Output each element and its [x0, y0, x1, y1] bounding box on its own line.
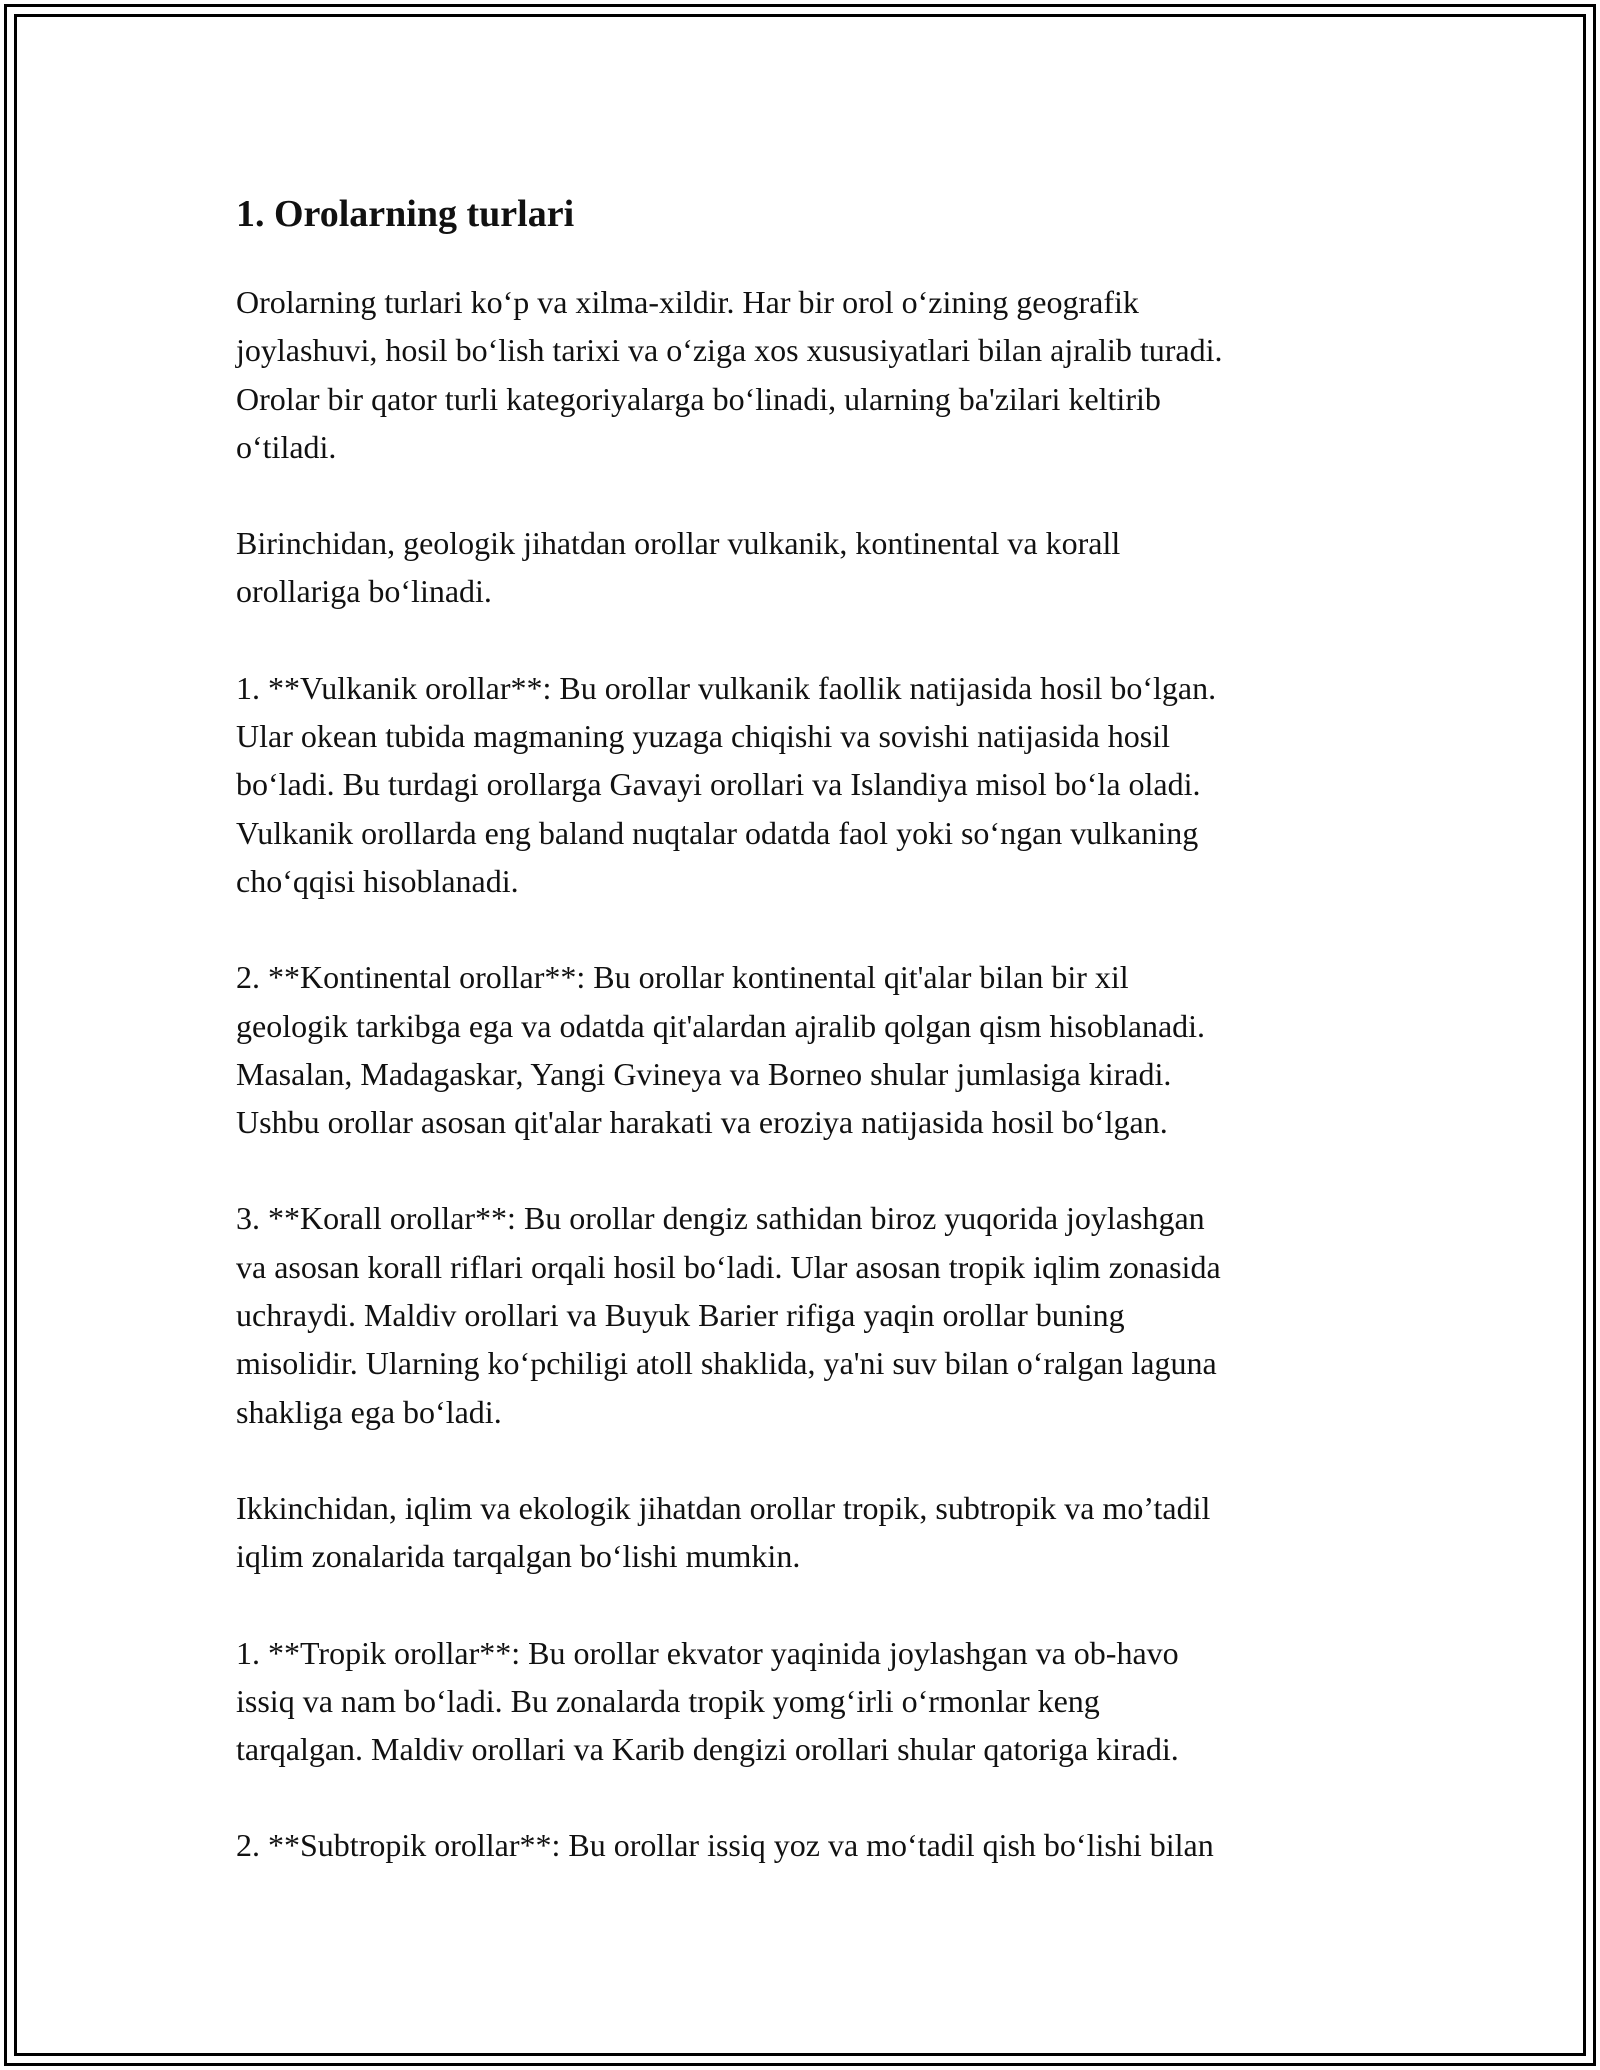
text-line: Vulkanik orollarda eng baland nuqtalar odatda faol yoki so‘ngan vulkaning [236, 814, 1199, 851]
paragraph-coral [236, 1194, 1376, 1435]
text-line: 2. **Kontinental orollar**: Bu orollar kontinental qit'alar bilan bir xil [236, 959, 1129, 996]
paragraph-tropical [236, 1629, 1376, 1774]
text-line: cho‘qqisi hisoblanadi. [236, 862, 519, 899]
text-line: Orolar bir qator turli kategoriyalarga bo‘linadi, ularning ba'zilari keltirib [236, 380, 1161, 417]
text-line: Birinchidan, geologik jihatdan orollar vulkanik, kontinental va korall [236, 525, 1121, 562]
text-line: joylashuvi, hosil bo‘lish tarixi va o‘ziga xos xususiyatlari bilan ajralib turadi. [236, 332, 1223, 369]
text-line: va asosan korall riflari orqali hosil bo‘ladi. Ular asosan tropik iqlim zonasida [236, 1248, 1221, 1285]
text-line: 3. **Korall orollar**: Bu orollar dengiz sathidan biroz yuqorida joylashgan [236, 1200, 1205, 1237]
text-line: shakliga ega bo‘ladi. [236, 1393, 502, 1430]
text-line: issiq va nam bo‘ladi. Bu zonalarda tropik yomg‘irli o‘rmonlar keng [236, 1682, 1100, 1719]
text-line: Masalan, Madagaskar, Yangi Gvineya va Borneo shular jumlasiga kiradi. [236, 1055, 1172, 1092]
paragraph-intro [236, 278, 1376, 471]
text-line: iqlim zonalarida tarqalgan bo‘lishi mumkin. [236, 1538, 801, 1575]
text-line: orollariga bo‘linadi. [236, 573, 492, 610]
paragraph-geologic [236, 519, 1376, 616]
text-line: uchraydi. Maldiv orollari va Buyuk Barier rifiga yaqin orollar buning [236, 1297, 1125, 1334]
paragraph-continental [236, 953, 1376, 1146]
text-line: Orolarning turlari ko‘p va xilma-xildir. Har bir orol o‘zining geografik [236, 284, 1139, 320]
section-heading: 1. Orolarning turlari [236, 193, 575, 235]
text-line: geologik tarkibga ega va odatda qit'alardan ajralib qolgan qism hisoblanadi. [236, 1007, 1206, 1044]
text-line: misolidir. Ularning ko‘pchiligi atoll shaklida, ya'ni suv bilan o‘ralgan laguna [236, 1345, 1217, 1382]
text-line: Ikkinchidan, iqlim va ekologik jihatdan orollar tropik, subtropik va mo’tadil [236, 1489, 1211, 1526]
text-line: Ular okean tubida magmaning yuzaga chiqishi va sovishi natijasida hosil [236, 718, 1171, 755]
paragraph-subtropical [236, 1821, 1376, 1869]
text-line: 2. **Subtropik orollar**: Bu orollar issiq yoz va mo‘tadil qish bo‘lishi bilan [236, 1827, 1214, 1864]
text-line: Ushbu orollar asosan qit'alar harakati va eroziya natijasida hosil bo‘lgan. [236, 1104, 1168, 1141]
text-line: o‘tiladi. [236, 428, 337, 465]
text-line: bo‘ladi. Bu turdagi orollarga Gavayi orollari va Islandiya misol bo‘la oladi. [236, 766, 1201, 803]
text-line: 1. **Vulkanik orollar**: Bu orollar vulkanik faollik natijasida hosil bo‘lgan. [236, 669, 1217, 706]
text-line: 1. **Tropik orollar**: Bu orollar ekvator yaqinida joylashgan va ob-havo [236, 1634, 1179, 1671]
paragraph-climate [236, 1484, 1376, 1581]
document-body [236, 186, 1376, 1918]
paragraph-volcanic [236, 664, 1376, 905]
text-line: tarqalgan. Maldiv orollari va Karib dengizi orollari shular qatoriga kiradi. [236, 1731, 1179, 1768]
